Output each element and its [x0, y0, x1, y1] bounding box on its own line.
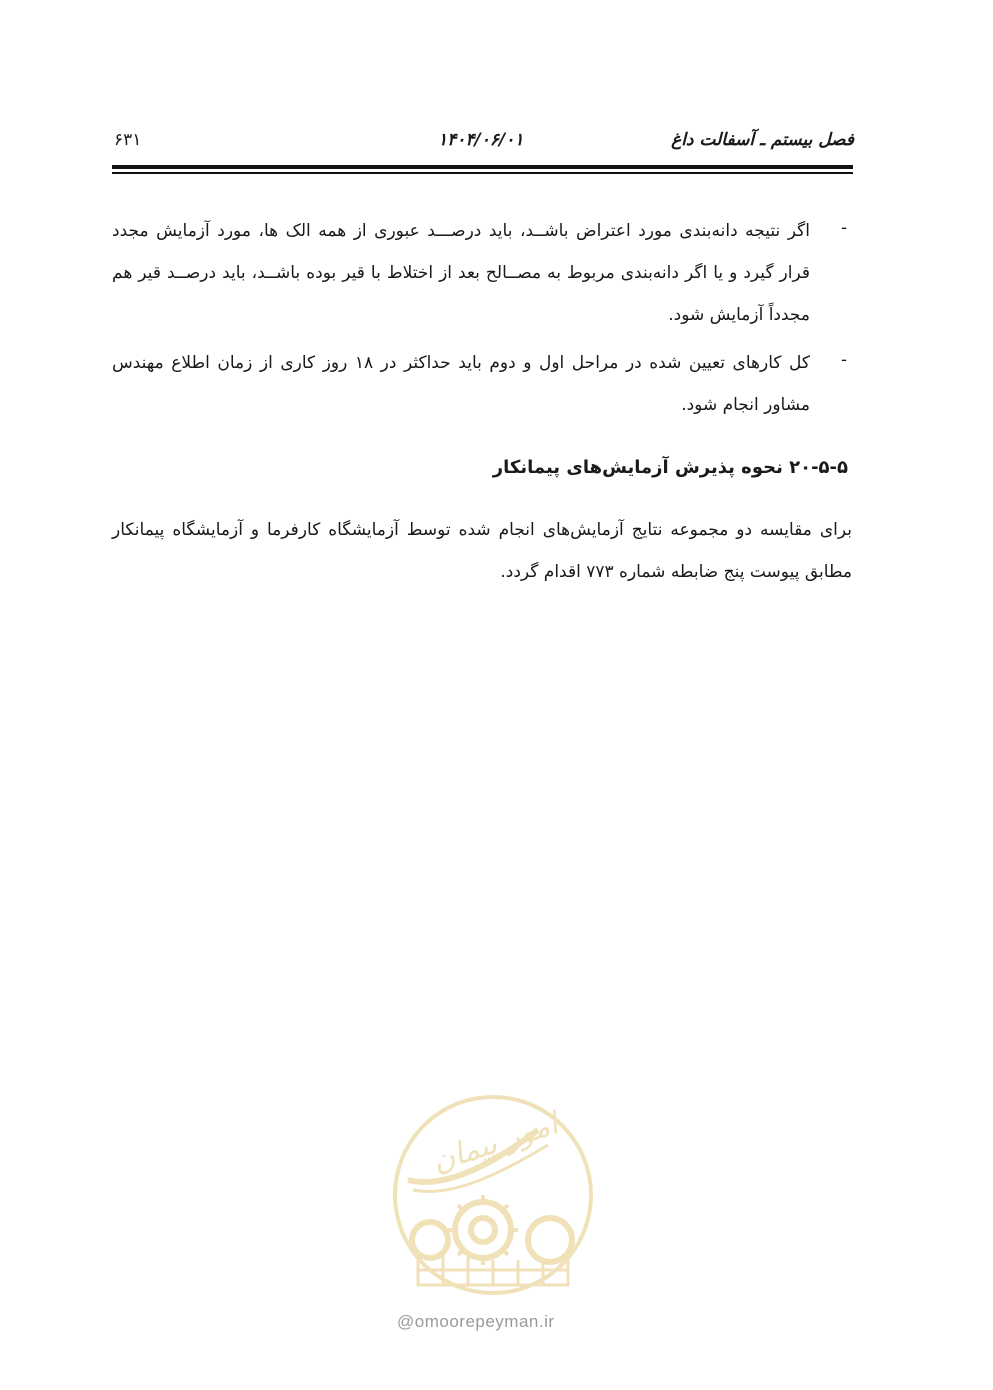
- logo-lettering: امور پیمان: [427, 1106, 563, 1180]
- bullet-dash: -: [841, 350, 848, 370]
- header-date: ۱۴۰۴/۰۶/۰۱: [438, 130, 524, 150]
- header-rule-thin: [112, 172, 853, 174]
- header-rule-thick: [112, 165, 853, 169]
- bullet-item-2: کل کارهای تعیین شده در مراحل اول و دوم باید حداکثر در ۱۸ روز کاری از زمان اطلاع مهندس مشاور انجام شود.: [112, 353, 810, 415]
- omoorepeyman-logo: [388, 1090, 598, 1340]
- section-heading: ۲۰-۵-۵ نحوه پذیرش آزمایش‌های پیمانکار: [492, 457, 848, 478]
- watermark-site: @omoorepeyman.ir: [397, 1312, 555, 1331]
- page-number: ۶۳۱: [114, 130, 142, 150]
- bullet-dash: -: [841, 218, 848, 238]
- section-paragraph: برای مقایسه دو مجموعه نتایج آزمایش‌های انجام شده توسط آزمایشگاه کارفرما و آزمایشگاه پیمانکار مطابق پیوست پنج ضابطه شماره ۷۷۳ اقدام گردد.: [112, 520, 852, 582]
- chapter-title: فصل بیستم ـ آسفالت داغ: [671, 130, 854, 150]
- bullet-item-1: اگر نتیجه دانه‌بندی مورد اعتراض باشــد، باید درصـــد عبوری از همه الک ها، مورد آزمایش مجدد قرار گیرد و یا اگر دانه‌بندی مربوط به مصــالح بعد از اختلاط با قیر بوده باشــد، باید درصــد قیر هم مجدداً آزمایش شود.: [112, 221, 810, 325]
